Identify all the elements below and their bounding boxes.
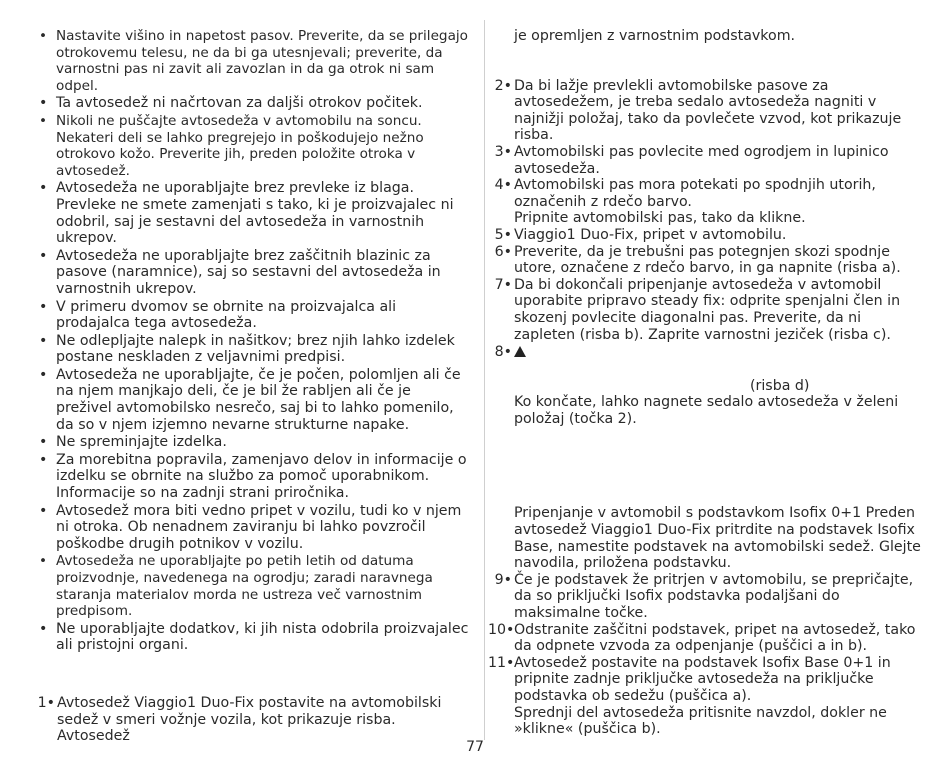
isofix-intro: Pripenjanje v avtomobil s podstavkom Isofix 0+1 Preden avtosedež Viaggio1 Duo-Fix pritrdite na podstavek Isofix Base, namestite podstavek na avtomobilski sedež. Glejte navodila, priložena podstavku. — [514, 505, 921, 572]
step-text: Avtosedež Viaggio1 Duo-Fix postavite na avtomobilski sedež v smeri vožnje vozila, kot prikazuje risba. Avtosedež — [57, 695, 442, 745]
bullet-marker: • — [39, 298, 48, 315]
step-text: Da bi dokončali pripenjanje avtosedeža v avtomobil uporabite pripravo steady fix: odprite spenjalni člen in skozenj povlecite diagonalni pas. Preverite, da ni zapleten (risba b). Zaprite varnostni jeziček (risba c). — [514, 276, 901, 343]
bullet-marker: • — [39, 332, 48, 349]
bullet-text: Ne spreminjajte izdelka. — [56, 434, 227, 451]
bullet-text: Ne odlepljajte nalepk in našitkov; brez njih lahko izdelek postane neskladen z veljavnimi predpisi. — [56, 332, 455, 366]
step-number: 2• — [494, 77, 512, 94]
installation-steps — [494, 78, 924, 344]
step-number: 1• — [37, 695, 55, 711]
left-column — [37, 28, 471, 745]
bullet-item — [37, 503, 471, 553]
bullet-item — [37, 452, 471, 502]
bullet-text: Nastavite višino in napetost pasov. Preverite, da se prilegajo otrokovemu telesu, ne da bi ga utesnjevali; preverite, da varnostni pas ni zavit ali zavozlan in da ga otrok ni sam odpel. — [56, 28, 468, 94]
page-number: 77 — [466, 739, 484, 755]
bullet-marker: • — [39, 95, 48, 112]
step-item — [494, 78, 924, 144]
step-number: 5• — [494, 226, 512, 243]
step-1 — [37, 695, 469, 745]
bullet-text: Avtosedež mora biti vedno pripet v vozilu, tudi ko v njem ni otroka. Ob nenadnem zaviranju bi lahko povzročil poškodbe drugih potnikov v vozilu. — [56, 502, 462, 552]
step-item — [494, 144, 924, 177]
step-text: Avtosedež postavite na podstavek Isofix Base 0+1 in pripnite zadnje priključke avtosedeža na priključke podstavka ob sedežu (puščica a). Sprednji del avtosedeža pritisnite navzdol, dokler ne »klikne« (puščica b). — [514, 654, 891, 738]
bullet-marker: • — [39, 366, 48, 383]
bullet-marker: • — [39, 434, 48, 451]
step-number: 11• — [488, 654, 515, 671]
bullet-text: Za morebitna popravila, zamenjavo delov in informacije o izdelku se obrnite na službo za pomoč uporabnikom. Informacije so na zadnji strani priročnika. — [56, 451, 467, 502]
bullet-item — [37, 28, 471, 94]
bullet-marker: • — [39, 28, 48, 44]
step-text: Preverite, da je trebušni pas potegnjen skozi spodnje utore, označene z rdečo barvo, in ga napnite (risba a). — [514, 243, 901, 277]
bullet-item — [37, 434, 471, 451]
step-text: Če je podstavek že pritrjen v avtomobilu, se prepričajte, da so priključki Isofix podstavka podaljšani do maksimalne točke. — [514, 571, 914, 622]
step-item — [494, 177, 924, 227]
warning-triangle-icon — [514, 346, 526, 357]
step-number: 3• — [494, 143, 512, 160]
step-text: Da bi lažje prevlekli avtomobilske pasove za avtosedežem, je treba sedalo avtosedeža nagniti v najnižji položaj, tako da povlečete vzvod, kot prikazuje risba. — [514, 77, 902, 144]
step-number: 10• — [488, 621, 515, 638]
bullet-item — [37, 367, 471, 433]
bullet-marker: • — [39, 620, 48, 637]
step-text: Avtomobilski pas mora potekati po spodnjih utorih, označenih z rdečo barvo. Pripnite avtomobilski pas, tako da klikne. — [514, 177, 876, 227]
continued-text: je opremljen z varnostnim podstavkom. — [514, 28, 796, 44]
bullet-text: Avtosedeža ne uporabljajte brez zaščitnih blazinic za pasove (naramnice), saj so sestavni del avtosedeža in varnostnih ukrepov. — [56, 247, 441, 297]
step-item — [488, 621, 924, 655]
step-item — [494, 572, 924, 622]
bullet-marker: • — [39, 112, 48, 129]
bullet-item — [37, 95, 471, 112]
right-column — [488, 28, 924, 738]
bullet-text: Avtosedeža ne uporabljajte, če je počen, polomljen ali če na njem manjkajo deli, če je bil že rabljen ali če je preživel avtomobilsko nesrečo, saj bi to lahko pomenilo, da so v njem izjemno nevarne strukturne napake. — [56, 366, 461, 433]
bullet-text: Avtosedeža ne uporabljajte brez prevleke iz blaga. Prevleke ne smete zamenjati s tako, ki je proizvajalec ni odobril, saj je sestavni del avtosedeža in varnostnih ukrepov. — [56, 180, 454, 247]
column-divider — [484, 20, 485, 740]
bullet-item — [37, 248, 471, 298]
bullet-text: Avtosedeža ne uporabljajte po petih letih od datuma proizvodnje, navedenega na ogrodju; zaradi naravnega staranja materialov morda ne ustreza več varnostnim predpisom. — [56, 553, 433, 620]
bullet-text: Ne uporabljajte dodatkov, ki jih nista odobrila proizvajalec ali pristojni organi. — [56, 620, 469, 654]
figure-reference: (risba d) — [750, 377, 810, 394]
bullet-item — [37, 621, 471, 654]
step-text: Avtomobilski pas povlecite med ogrodjem in lupinico avtosedeža. — [514, 143, 889, 177]
step-number: 4• — [494, 177, 512, 194]
bullet-marker: • — [39, 502, 48, 519]
bullet-item — [37, 180, 471, 246]
bullet-marker: • — [39, 180, 48, 197]
step-8 — [494, 344, 924, 361]
step-number: 9• — [494, 571, 512, 588]
step-item — [494, 277, 924, 343]
step-text: Viaggio1 Duo-Fix, pripet v avtomobilu. — [514, 226, 787, 243]
bullet-item — [37, 553, 471, 619]
step-item — [494, 227, 924, 244]
bullet-text: Nikoli ne puščajte avtosedeža v avtomobilu na soncu. Nekateri deli se lahko pregrejejo in poškodujejo nežno otrokovo kožo. Preverite jih, preden položite otroka v avtosedež. — [56, 112, 424, 179]
bullet-item — [37, 333, 471, 366]
step-item — [494, 244, 924, 277]
bullet-marker: • — [39, 451, 48, 468]
bullet-text: V primeru dvomov se obrnite na proizvajalca ali prodajalca tega avtosedeža. — [56, 298, 397, 332]
bullet-item — [37, 113, 471, 179]
bullet-item — [37, 299, 471, 332]
step-item — [488, 654, 924, 738]
step-number: 6• — [494, 243, 512, 260]
bullet-marker: • — [39, 553, 48, 570]
step-number: 8• — [494, 344, 512, 361]
isofix-steps — [488, 571, 924, 738]
bullet-marker: • — [39, 247, 48, 264]
step-number: 7• — [494, 276, 512, 293]
warning-list — [37, 28, 471, 654]
step-text: Odstranite zaščitni podstavek, pripet na avtosedež, tako da odpnete vzvoda za odpenjanje (puščici a in b). — [514, 621, 916, 655]
bullet-text: Ta avtosedež ni načrtovan za daljši otrokov počitek. — [56, 95, 423, 112]
after-step-8-text: Ko končate, lahko nagnete sedalo avtosedeža v želeni položaj (točka 2). — [514, 394, 899, 427]
